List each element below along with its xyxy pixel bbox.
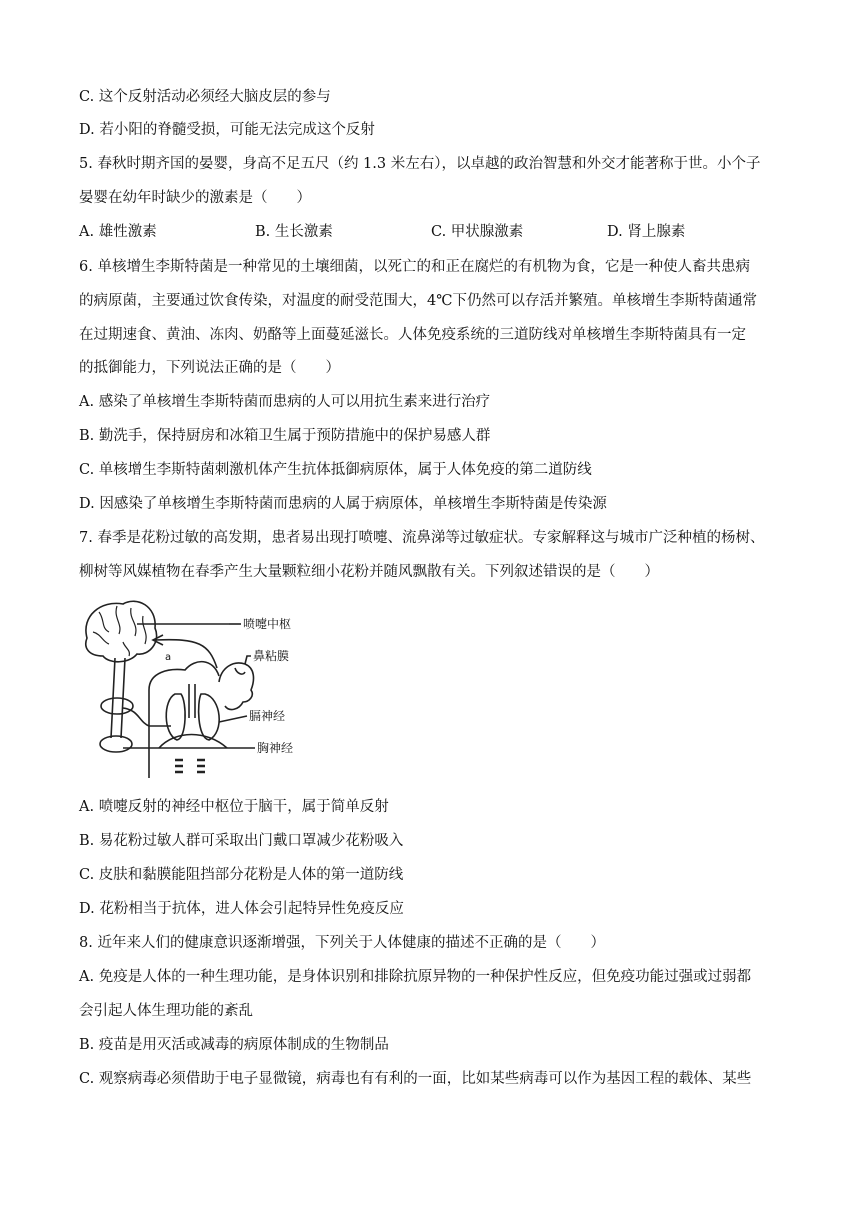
trachea xyxy=(189,684,195,718)
q4-option-d: D. 若小阳的脊髓受损，可能无法完成这个反射 xyxy=(79,122,375,138)
q5-option-b: B. 生长激素 xyxy=(255,224,333,240)
left-lung xyxy=(166,694,185,740)
label-phrenic-nerve: 膈神经 xyxy=(249,709,286,723)
q7-option-a: A. 喷嚏反射的神经中枢位于脑干，属于简单反射 xyxy=(79,799,389,815)
q5-stem-line-2: 晏婴在幼年时缺少的激素是（ ） xyxy=(79,190,311,206)
phrenic-nerve-path xyxy=(123,708,171,726)
q7-stem-line-2: 柳树等风媒植物在春季产生大量颗粒细小花粉并随风飘散有关。下列叙述错误的是（ ） xyxy=(79,564,659,580)
q6-stem-line-2: 的病原菌，主要通过饮食传染，对温度的耐受范围大，4℃下仍然可以存活并繁殖。单核增生李斯特菌通常 xyxy=(79,293,757,309)
label-nasal-mucosa: 鼻粘膜 xyxy=(253,649,290,663)
q6-option-b: B. 勤洗手，保持厨房和冰箱卫生属于预防措施中的保护易感人群 xyxy=(79,428,491,444)
brain-outline xyxy=(86,601,157,662)
q6-stem-line-3: 在过期速食、黄油、冻肉、奶酪等上面蔓延滋长。人体免疫系统的三道防线对单核增生李斯特菌具有一定 xyxy=(79,327,746,343)
brain-folds xyxy=(93,606,146,656)
label-arrow-a: a xyxy=(165,652,172,663)
q4-option-c: C. 这个反射活动必须经大脑皮层的参与 xyxy=(79,89,331,105)
q5-option-d: D. 肾上腺素 xyxy=(607,224,686,240)
spinal-segment-lower xyxy=(100,736,132,752)
rib-marks xyxy=(175,760,205,772)
q7-option-b: B. 易花粉过敏人群可采取出门戴口罩减少花粉吸入 xyxy=(79,833,404,849)
sneeze-reflex-diagram xyxy=(79,598,334,778)
spinal-segment-upper xyxy=(101,698,133,714)
leader-nasal-mucosa xyxy=(245,656,251,664)
leader-phrenic-nerve xyxy=(219,716,247,722)
q5-option-c: C. 甲状腺激素 xyxy=(431,224,524,240)
torso-outline xyxy=(149,662,219,778)
right-lung xyxy=(199,694,220,740)
nasal-cavity xyxy=(235,668,245,674)
sneeze-reflex-figure xyxy=(79,598,334,778)
label-thoracic-nerve: 胸神经 xyxy=(257,741,294,755)
q7-stem-line-1: 7. 春季是花粉过敏的高发期，患者易出现打喷嚏、流鼻涕等过敏症状。专家解释这与城市广泛种植的杨树、 xyxy=(79,530,765,546)
q7-option-c: C. 皮肤和黏膜能阻挡部分花粉是人体的第一道防线 xyxy=(79,867,404,883)
q6-stem-line-4: 的抵御能力，下列说法正确的是（ ） xyxy=(79,360,340,376)
q8-option-a-line-1: A. 免疫是人体的一种生理功能，是身体识别和排除抗原异物的一种保护性反应，但免疫功能过强或过弱都 xyxy=(79,969,752,985)
q8-option-a-line-2: 会引起人体生理功能的紊乱 xyxy=(79,1003,253,1019)
q6-option-a: A. 感染了单核增生李斯特菌而患病的人可以用抗生素来进行治疗 xyxy=(79,394,491,410)
q5-option-a: A. 雄性激素 xyxy=(79,224,157,240)
q5-stem-line-1: 5. 春秋时期齐国的晏婴，身高不足五尺（约 1.3 米左右），以卓越的政治智慧和外交才能著称于世。小个子 xyxy=(79,156,761,172)
q6-option-d: D. 因感染了单核增生李斯特菌而患病的人属于病原体，单核增生李斯特菌是传染源 xyxy=(79,496,607,512)
q8-option-c-line-1: C. 观察病毒必须借助于电子显微镜，病毒也有有利的一面，比如某些病毒可以作为基因工程的载体、某些 xyxy=(79,1071,752,1087)
q6-option-c: C. 单核增生李斯特菌刺激机体产生抗体抵御病原体，属于人体免疫的第二道防线 xyxy=(79,462,592,478)
q6-stem-line-1: 6. 单核增生李斯特菌是一种常见的土壤细菌，以死亡的和正在腐烂的有机物为食，它是一种使人畜共患病 xyxy=(79,259,750,275)
q8-stem: 8. 近年来人们的健康意识逐渐增强，下列关于人体健康的描述不正确的是（ ） xyxy=(79,935,605,951)
label-sneeze-center: 喷嚏中枢 xyxy=(243,617,292,631)
diaphragm xyxy=(159,735,227,749)
q8-option-b: B. 疫苗是用灭活或减毒的病原体制成的生物制品 xyxy=(79,1037,389,1053)
q7-option-d: D. 花粉相当于抗体，进人体会引起特异性免疫反应 xyxy=(79,901,404,917)
